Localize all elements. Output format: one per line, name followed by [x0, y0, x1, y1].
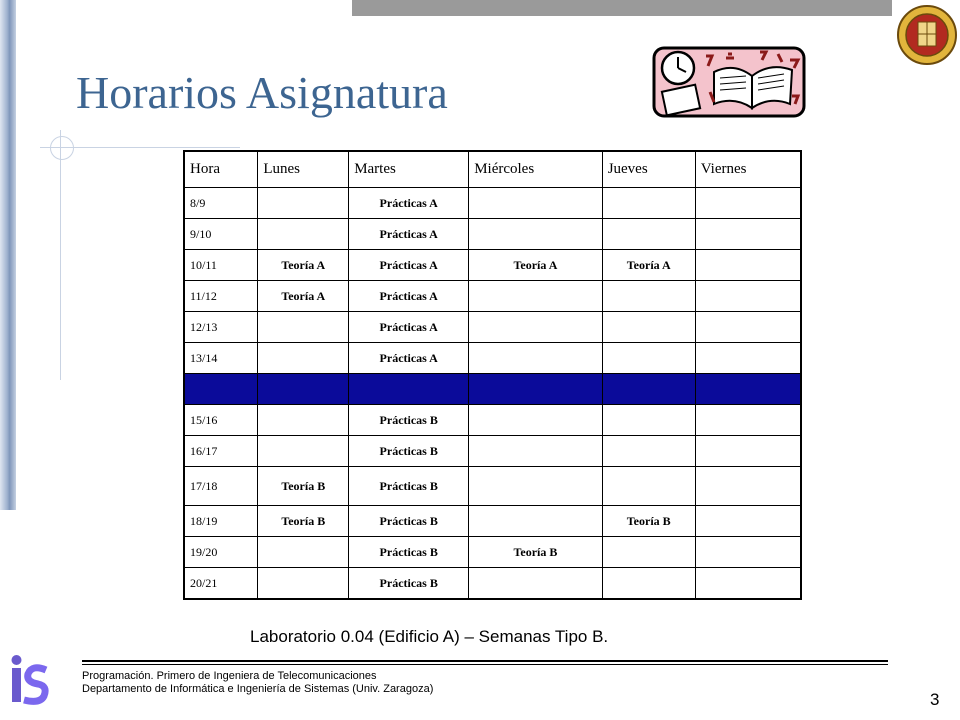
table-cell: [258, 537, 349, 568]
hour-cell: 10/11: [184, 250, 258, 281]
table-cell: Prácticas B: [349, 405, 469, 436]
table-cell: [602, 467, 695, 506]
table-cell: Teoría B: [258, 506, 349, 537]
hour-cell: 8/9: [184, 188, 258, 219]
table-row: [184, 405, 801, 436]
table-cell: [258, 568, 349, 600]
table-cell: [469, 219, 603, 250]
table-cell: [469, 281, 603, 312]
table-row: [184, 250, 801, 281]
table-cell: [695, 312, 801, 343]
table-row: [184, 219, 801, 250]
break-cell: [258, 374, 349, 405]
table-cell: [469, 343, 603, 374]
table-cell: Teoría A: [258, 281, 349, 312]
table-cell: [258, 405, 349, 436]
table-row: [184, 188, 801, 219]
header-hora: Hora: [184, 151, 258, 188]
table-cell: Prácticas B: [349, 537, 469, 568]
header-viernes: Viernes: [695, 151, 801, 188]
table-cell: [258, 343, 349, 374]
schedule-table: [183, 150, 802, 600]
university-seal-icon: [896, 4, 958, 66]
table-cell: [258, 436, 349, 467]
hour-cell: 15/16: [184, 405, 258, 436]
table-cell: [695, 405, 801, 436]
table-cell: [695, 568, 801, 600]
table-header-row: [184, 151, 801, 188]
table-cell: Teoría A: [602, 250, 695, 281]
table-cell: [469, 506, 603, 537]
decor-circle: [50, 136, 74, 160]
hour-cell: 13/14: [184, 343, 258, 374]
footer-rule: [82, 664, 888, 665]
top-gray-bar: [352, 0, 892, 16]
table-cell: [602, 219, 695, 250]
header-lunes: Lunes: [258, 151, 349, 188]
table-row: [184, 312, 801, 343]
table-cell: [469, 436, 603, 467]
hour-cell: 19/20: [184, 537, 258, 568]
break-cell: [602, 374, 695, 405]
table-row: [184, 467, 801, 506]
table-cell: Prácticas B: [349, 568, 469, 600]
table-cell: Prácticas B: [349, 436, 469, 467]
hour-cell: 17/18: [184, 467, 258, 506]
decor-vertical-line: [60, 130, 61, 380]
footer-line-department: Departamento de Informática e Ingeniería de Sistemas (Univ. Zaragoza): [82, 683, 434, 695]
table-cell: Prácticas B: [349, 506, 469, 537]
table-cell: Prácticas A: [349, 343, 469, 374]
table-cell: [469, 467, 603, 506]
table-row: [184, 436, 801, 467]
table-cell: [695, 219, 801, 250]
break-cell: [349, 374, 469, 405]
table-cell: [602, 343, 695, 374]
header-martes: Martes: [349, 151, 469, 188]
table-cell: [469, 312, 603, 343]
table-cell: [602, 405, 695, 436]
table-cell: Prácticas A: [349, 281, 469, 312]
table-row: [184, 506, 801, 537]
left-gradient-bar: [0, 0, 16, 510]
table-cell: [695, 436, 801, 467]
lunch-break-row: [184, 374, 801, 405]
table-cell: [258, 312, 349, 343]
break-cell: [184, 374, 258, 405]
hour-cell: 11/12: [184, 281, 258, 312]
table-cell: [602, 188, 695, 219]
table-cell: Prácticas B: [349, 467, 469, 506]
table-row: [184, 568, 801, 600]
hour-cell: 16/17: [184, 436, 258, 467]
hour-cell: 20/21: [184, 568, 258, 600]
table-cell: Teoría A: [258, 250, 349, 281]
table-cell: Prácticas A: [349, 312, 469, 343]
footer-line-course: Programación. Primero de Ingeniera de Telecomunicaciones: [82, 670, 377, 682]
table-cell: [469, 568, 603, 600]
break-cell: [469, 374, 603, 405]
hour-cell: 12/13: [184, 312, 258, 343]
table-cell: [469, 188, 603, 219]
table-cell: Teoría B: [602, 506, 695, 537]
table-cell: [695, 281, 801, 312]
hour-cell: 18/19: [184, 506, 258, 537]
table-cell: Prácticas A: [349, 188, 469, 219]
is-department-logo-icon: [10, 654, 50, 706]
table-cell: Prácticas A: [349, 219, 469, 250]
footer-text: [82, 670, 433, 696]
table-cell: Teoría B: [469, 537, 603, 568]
table-cell: [602, 281, 695, 312]
table-cell: [695, 506, 801, 537]
table-cell: [602, 537, 695, 568]
table-cell: [602, 568, 695, 600]
page-number: 3: [930, 690, 940, 709]
table-cell: [258, 188, 349, 219]
schedule-clipart-icon: [652, 46, 806, 118]
table-cell: [602, 436, 695, 467]
table-cell: [695, 537, 801, 568]
table-cell: [695, 467, 801, 506]
break-cell: [695, 374, 801, 405]
table-cell: Prácticas A: [349, 250, 469, 281]
hour-cell: 9/10: [184, 219, 258, 250]
room-caption: Laboratorio 0.04 (Edificio A) – Semanas Tipo B.: [250, 627, 609, 646]
table-cell: [602, 312, 695, 343]
table-row: [184, 343, 801, 374]
table-cell: [258, 219, 349, 250]
header-jueves: Jueves: [602, 151, 695, 188]
table-cell: [695, 188, 801, 219]
table-cell: [695, 343, 801, 374]
header-miercoles: Miércoles: [469, 151, 603, 188]
table-cell: [469, 405, 603, 436]
table-cell: [695, 250, 801, 281]
table-row: [184, 281, 801, 312]
slide-title: Horarios Asignatura: [76, 67, 448, 118]
table-row: [184, 537, 801, 568]
table-cell: Teoría B: [258, 467, 349, 506]
footer-rule: [82, 660, 888, 662]
table-cell: Teoría A: [469, 250, 603, 281]
